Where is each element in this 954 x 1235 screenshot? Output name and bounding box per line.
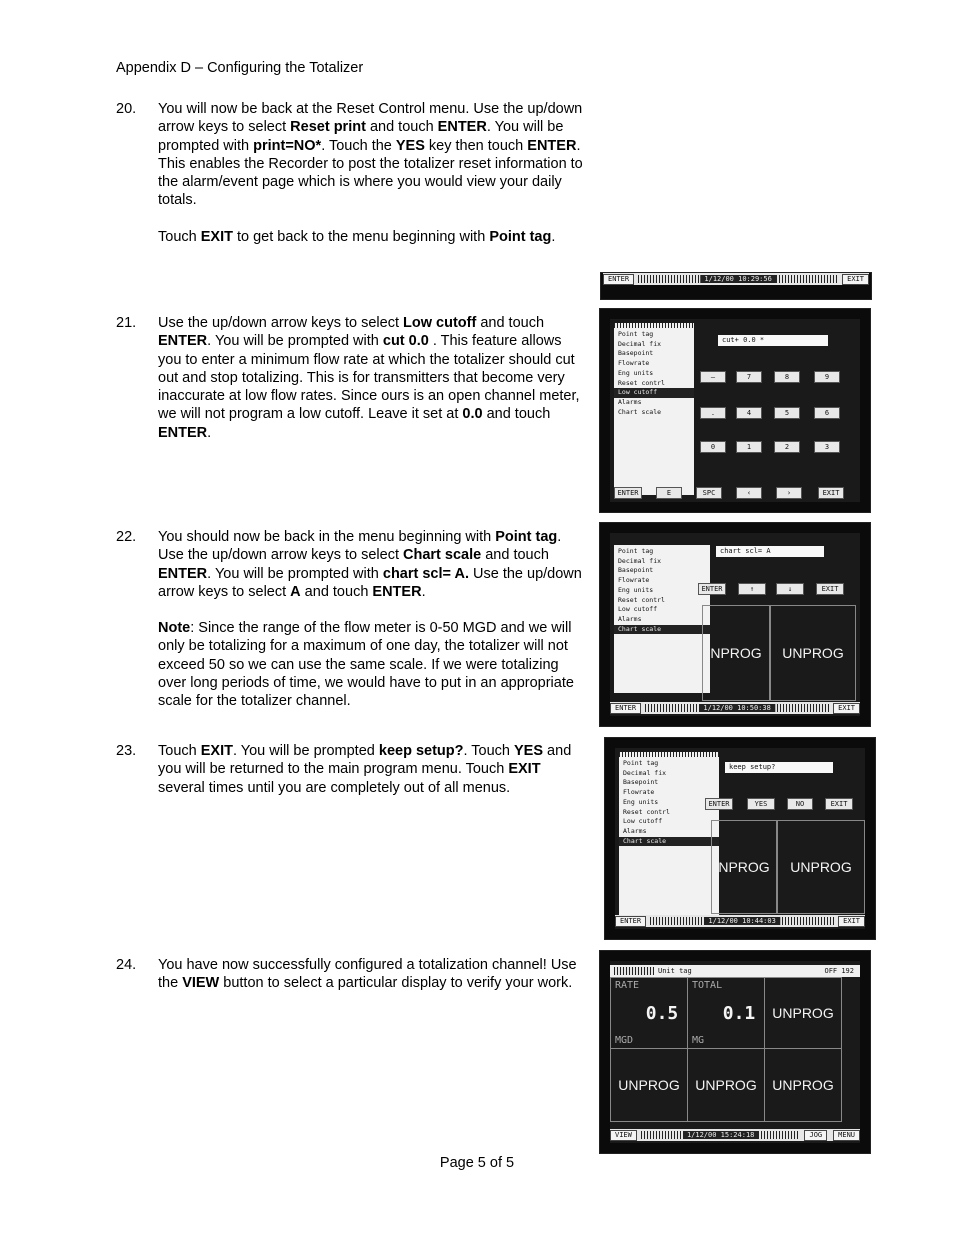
step-number: 24. [116, 957, 137, 973]
bold-text: EXIT [200, 743, 233, 759]
channel-cell [610, 1048, 688, 1122]
exit-button: EXIT [818, 487, 844, 499]
step-number: 20. [116, 101, 137, 117]
text-run: Touch [158, 743, 201, 759]
key-6: 6 [814, 407, 840, 419]
cell-text: UNPROG [695, 1077, 757, 1093]
screen-stripes [650, 917, 834, 925]
bold-text: VIEW [182, 975, 220, 992]
step-paragraph [158, 742, 586, 797]
key-1: 1 [736, 441, 762, 453]
exit-button: EXIT [816, 583, 844, 595]
text-run: . Touch the [321, 137, 396, 154]
bold-text: 0.0 [462, 406, 483, 423]
text-run: You will now be back at the Reset Control menu. Use the up/down arrow keys to select [158, 101, 583, 136]
menu-item: Chart scale [618, 407, 662, 416]
menu-item: Point tag [623, 759, 659, 767]
rate-cell [610, 977, 688, 1049]
key-2: 2 [774, 441, 800, 453]
menu-button: MENU [833, 1130, 860, 1141]
rate-unit: MGD [615, 1035, 634, 1046]
screen-timestamp: 1/12/00 15:24:18 [683, 1131, 758, 1139]
screen-timestamp: 1/12/00 10:29:56 [700, 275, 775, 283]
key-0: 0 [700, 441, 726, 453]
channel-cell [770, 605, 856, 701]
channel-cell [777, 820, 865, 914]
text-run: . You will be prompted with [207, 565, 383, 582]
screen-photo-chart-scale [599, 522, 871, 727]
bold-text: ENTER [437, 119, 487, 136]
step-23 [116, 742, 586, 815]
cell-text: UNPROG [782, 645, 844, 661]
text-run: button to select a particular display to verify your work. [219, 975, 573, 992]
menu-item: Decimal fix [618, 556, 662, 565]
text-run: and touch [476, 315, 545, 331]
step-paragraph [158, 956, 586, 993]
cell-text: UNPROG [790, 859, 852, 875]
menu-item: Chart scale [614, 625, 710, 635]
text-run: Use the up/down arrow keys to select [158, 565, 582, 600]
bold-text: chart scl= A. [382, 565, 469, 582]
key-dot: . [700, 407, 726, 419]
step-number: 23. [116, 743, 137, 759]
total-unit: MG [692, 1035, 705, 1046]
channel-cell [764, 1048, 842, 1122]
menu-item: Basepoint [618, 566, 654, 575]
screen-timestamp: 1/12/00 10:50:38 [699, 704, 774, 712]
screen-photo-main-display [599, 950, 871, 1154]
keep-setup-field: keep setup? [725, 762, 833, 773]
text-run: and touch [300, 583, 373, 600]
total-label: TOTAL [692, 980, 723, 991]
bold-text: ENTER [158, 333, 208, 350]
cell-text: NPROG [718, 859, 770, 875]
exit-button: EXIT [842, 274, 869, 285]
text-run: and touch [365, 119, 438, 136]
text-run: . This enables the Recorder to post the totalizer reset information to the alarm/event page which is where you would view your daily totals. [158, 137, 583, 209]
text-run: and you will be returned to the main program menu. Touch [158, 743, 572, 778]
exit-button: EXIT [838, 916, 865, 927]
screen-display [615, 748, 865, 929]
menu-item: Basepoint [623, 778, 659, 787]
step-20 [116, 100, 586, 264]
yes-button: YES [747, 798, 775, 810]
cell-text: UNPROG [618, 1077, 680, 1093]
text-run: . Touch [463, 743, 515, 759]
bold-text: Point tag [495, 529, 558, 545]
bold-text: Low cutoff [403, 315, 477, 331]
bold-text: EXIT [200, 228, 233, 245]
menu-header-stripes [619, 752, 719, 757]
key-right: › [776, 487, 802, 499]
menu-item: Decimal fix [623, 768, 667, 777]
step-number: 21. [116, 315, 137, 331]
cell-text: UNPROG [772, 1005, 834, 1021]
menu-item: Low cutoff [618, 605, 658, 614]
channel-cell [702, 605, 770, 701]
channel-cell [687, 1048, 765, 1122]
text-run: You have now successfully configured a totalization channel! Use the [158, 957, 577, 992]
screen-stripes [638, 275, 838, 283]
bold-text: keep setup? [378, 743, 464, 759]
menu-item: Flowrate [623, 788, 655, 797]
enter-button: ENTER [614, 487, 642, 499]
text-run: Use the up/down arrow keys to select [158, 315, 404, 331]
step-paragraph [158, 528, 586, 601]
no-button: NO [787, 798, 813, 810]
screen-display [610, 961, 860, 1143]
screen-stripes [645, 704, 829, 712]
menu-item: Basepoint [618, 349, 654, 358]
total-value: 0.1 [722, 1002, 756, 1024]
bold-text: Reset print [290, 119, 366, 136]
status-label: OFF 192 [824, 967, 854, 975]
bold-text: ENTER [372, 583, 422, 600]
bold-text: A [290, 583, 301, 600]
text-run: . Use the up/down arrow keys to select [158, 529, 562, 564]
step-paragraph [158, 314, 586, 442]
text-run: and touch [481, 547, 549, 564]
menu-item: Decimal fix [618, 339, 662, 348]
menu-item: Chart scale [619, 837, 719, 847]
bold-text: ENTER [158, 565, 208, 582]
screen-menu [614, 323, 694, 495]
page-header: Appendix D – Configuring the Totalizer [116, 60, 364, 76]
bold-text: Note [158, 620, 191, 637]
menu-item: Eng units [618, 585, 654, 594]
screen-stripes [641, 1131, 801, 1139]
cutoff-input-field: cut+ 0.0 * [718, 335, 828, 346]
bold-text: EXIT [508, 761, 541, 778]
page-footer: Page 5 of 5 [439, 1155, 515, 1171]
text-run: Touch [158, 228, 201, 245]
exit-button: EXIT [825, 798, 853, 810]
screen-menu [619, 752, 719, 916]
key-5: 5 [774, 407, 800, 419]
channel-cell [764, 977, 842, 1049]
text-run: . This feature allows you to enter a minimum flow rate at which the totalizer should cut out and stop totalizing. This is for transmitters that become very inaccurate at low flow rates. Since ours is an open channel meter, we will not program a low cutoff. Leave it set at [158, 333, 580, 423]
enter-button: ENTER [603, 274, 634, 285]
menu-item: Alarms [618, 614, 642, 623]
key-8: 8 [774, 371, 800, 383]
text-run: . You will be prompted with [158, 119, 564, 154]
text-run: : Since the range of the flow meter is 0-50 MGD and we will only be totalizing for a maximum of one day, the totalizer will not exceed 50 so we can use the same scale. If we were totalizing over long periods of time, we would have to put in an appropriate scale for the totalizer channel. [158, 620, 574, 710]
menu-item: Low cutoff [614, 388, 694, 398]
key-7: 7 [736, 371, 762, 383]
bold-text: ENTER [158, 424, 208, 441]
exit-button: EXIT [833, 703, 860, 714]
rate-value: 0.5 [645, 1002, 679, 1024]
bold-text: YES [395, 137, 425, 154]
menu-item: Point tag [618, 547, 654, 555]
key-4: 4 [736, 407, 762, 419]
step-paragraph [158, 100, 586, 210]
rate-label: RATE [615, 980, 640, 991]
bold-text: cut 0.0 [382, 333, 429, 350]
step-paragraph [158, 619, 586, 710]
screen-display [610, 533, 860, 716]
total-cell [687, 977, 765, 1049]
text-run: several times until you are completely out of all menus. [158, 779, 511, 796]
text-run: . You will be prompted with [207, 333, 383, 350]
enter-button: ENTER [610, 703, 641, 714]
menu-item: Low cutoff [623, 817, 663, 826]
text-run: and touch [482, 406, 551, 423]
menu-header-stripes [614, 323, 694, 328]
text-run: to get back to the menu beginning with [232, 228, 490, 245]
text-run: You should now be back in the menu beginning with [158, 529, 496, 545]
step-21 [116, 314, 586, 460]
text-run: key then touch [424, 137, 528, 154]
bold-text: YES [514, 743, 544, 759]
key-minus: — [700, 371, 726, 383]
bold-text: ENTER [527, 137, 577, 154]
screen-photo-low-cutoff [599, 308, 871, 513]
menu-item: Eng units [623, 797, 659, 806]
key-3: 3 [814, 441, 840, 453]
menu-item: Reset contrl [623, 807, 670, 816]
enter-button: ENTER [615, 916, 646, 927]
step-paragraph [158, 228, 586, 246]
enter-button: ENTER [698, 583, 726, 595]
chart-scale-field: chart scl= A [716, 546, 824, 557]
key-9: 9 [814, 371, 840, 383]
enter-button: ENTER [705, 798, 733, 810]
text-run: . You will be prompted [232, 743, 379, 759]
unit-tag-label: Unit tag [658, 967, 692, 975]
text-run: . [207, 424, 212, 441]
menu-item: Reset contrl [618, 378, 665, 387]
screen-title-bar [610, 965, 860, 977]
key-e: E [656, 487, 682, 499]
screen-status-bar [615, 915, 865, 927]
arrow-up-icon: ↑ [738, 583, 766, 595]
view-button: VIEW [610, 1130, 637, 1141]
key-left: ‹ [736, 487, 762, 499]
screen-status-bar [610, 702, 860, 714]
screen-display [610, 319, 860, 502]
screen-timestamp: 1/12/00 10:44:03 [704, 917, 779, 925]
cell-text: NPROG [710, 645, 762, 661]
key-space: SPC [696, 487, 722, 499]
channel-cell [711, 820, 777, 914]
text-run: . [551, 228, 556, 245]
arrow-down-icon: ↓ [776, 583, 804, 595]
jog-button: JOG [804, 1130, 827, 1141]
bold-text: Chart scale [403, 547, 482, 564]
screen-menu [614, 545, 710, 693]
step-number: 22. [116, 529, 137, 545]
screen-photo-reset-control [600, 272, 872, 300]
text-run: . [421, 583, 426, 600]
menu-item: Alarms [623, 826, 647, 835]
step-22 [116, 528, 586, 729]
menu-item: Point tag [618, 330, 654, 338]
screen-status-bar [610, 1129, 860, 1141]
screen-status-bar [603, 273, 869, 285]
menu-item: Reset contrl [618, 595, 665, 604]
menu-item: Alarms [618, 397, 642, 406]
menu-item: Flowrate [618, 359, 650, 368]
bold-text: Point tag [489, 228, 552, 245]
menu-item: Flowrate [618, 576, 650, 585]
screen-stripes [614, 967, 654, 975]
cell-text: UNPROG [772, 1077, 834, 1093]
menu-item: Eng units [618, 368, 654, 377]
bold-text: print=NO* [253, 137, 322, 154]
screen-photo-keep-setup [604, 737, 876, 940]
step-24 [116, 956, 586, 1011]
